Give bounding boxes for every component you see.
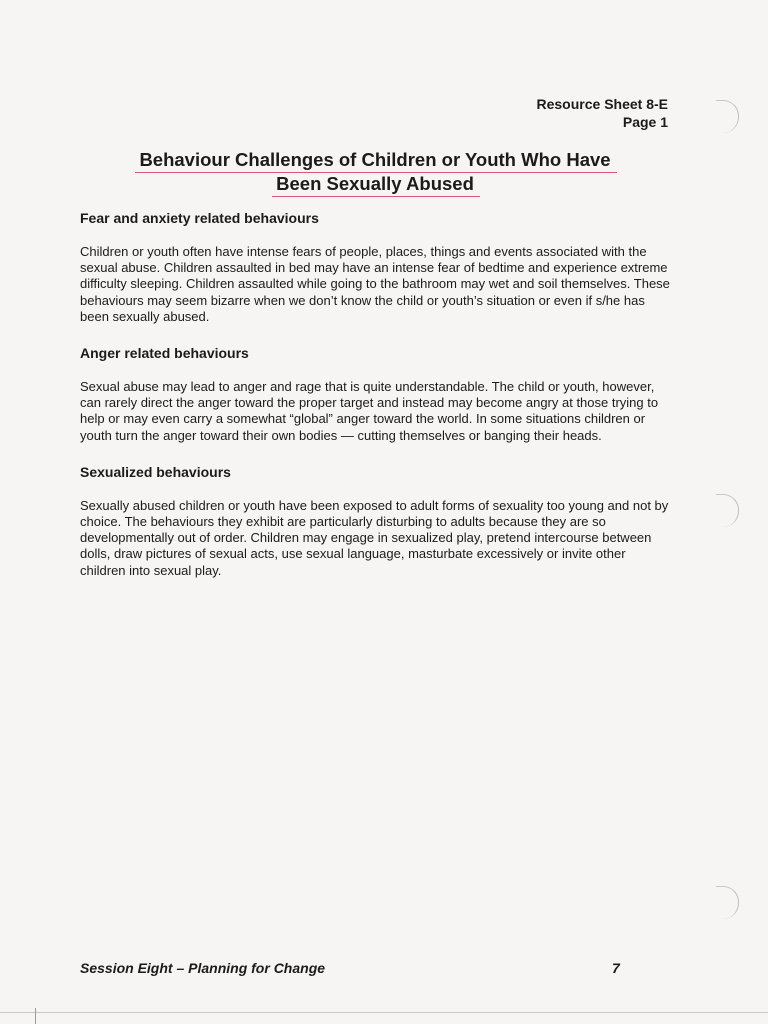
scan-edge-line: [0, 1012, 768, 1013]
section-heading: Anger related behaviours: [80, 345, 249, 362]
section-anger: [80, 343, 680, 444]
page-header: [537, 95, 669, 131]
section-paragraph: Sexual abuse may lead to anger and rage that is quite understandable. The child or youth, however, can rarely direct the anger toward the proper target and instead may become angry at those trying to help or may even carry a somewhat “global” anger toward the world. In some situations children or youth turn the anger toward their own bodies — cutting themselves or banging their heads.: [80, 379, 659, 443]
footer-page-number: 7: [612, 960, 620, 976]
page-label: Page 1: [622, 114, 668, 130]
document-body: [80, 208, 680, 597]
resource-sheet-label: Resource Sheet 8-E: [536, 96, 668, 112]
punch-hole-middle: [716, 494, 739, 527]
section-paragraph: Children or youth often have intense fears of people, places, things and events associated with the sexual abuse. Children assaulted in bed may have an intense fear of bedtime and experience extreme difficulty sleeping. Children assaulted while going to the bathroom may wet and soil themselves. These behaviours may seem bizarre when we don’t know the child or youth’s situation or even if s/he has been sexually abused.: [80, 244, 670, 324]
punch-hole-bottom: [716, 886, 739, 919]
title-line-1: Behaviour Challenges of Children or Youth Who Have: [139, 149, 611, 170]
footer-session-title: Session Eight – Planning for Change: [80, 960, 326, 976]
document-title: [80, 148, 670, 196]
section-paragraph: Sexually abused children or youth have been exposed to adult forms of sexuality too young and not by choice. The behaviours they exhibit are particularly disturbing to adults because they are so developmentally out of order. Children may engage in sexualized play, pretend intercourse between dolls, draw pictures of sexual acts, use sexual language, masturbate excessively or invite other children into sexual play.: [80, 497, 669, 578]
section-heading: Fear and anxiety related behaviours: [80, 210, 319, 226]
punch-hole-top: [716, 100, 739, 133]
section-fear-anxiety: [80, 208, 680, 325]
section-heading: Sexualized behaviours: [80, 463, 231, 480]
section-sexualized: [80, 462, 680, 579]
scan-edge-tick: [35, 1008, 36, 1024]
title-line-2: Been Sexually Abused: [276, 173, 474, 194]
